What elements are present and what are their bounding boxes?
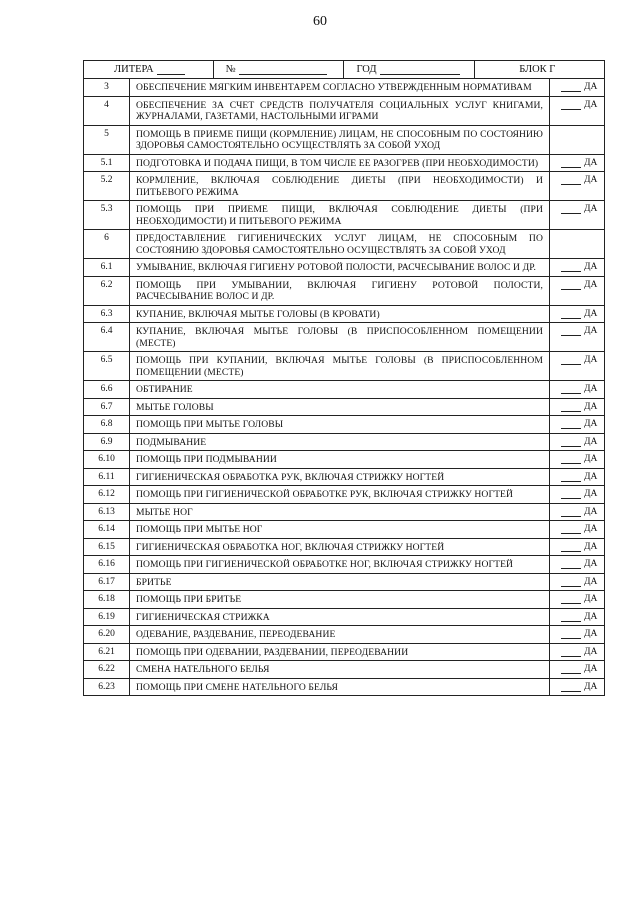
item-text: ПОМОЩЬ ПРИ МЫТЬЕ ГОЛОВЫ (136, 419, 284, 430)
item-text: КУПАНИЕ, ВКЛЮЧАЯ МЫТЬЕ ГОЛОВЫ (В КРОВАТИ) (136, 308, 380, 320)
answer-field[interactable] (550, 504, 604, 517)
item-number: 6.15 (98, 541, 115, 552)
checklist-table (83, 60, 605, 696)
answer-label: ДА (584, 506, 598, 517)
item-text-cell (130, 398, 550, 416)
item-number-cell (84, 381, 130, 399)
item-text-cell (130, 608, 550, 626)
answer-label: ДА (584, 157, 598, 168)
answer-label: ДА (584, 175, 598, 185)
answer-cell (550, 230, 605, 259)
item-text-cell (130, 556, 550, 574)
answer-blank[interactable] (561, 355, 581, 365)
table-row (84, 230, 605, 259)
item-text-cell (130, 661, 550, 679)
answer-blank[interactable] (561, 577, 581, 587)
item-number-cell (84, 451, 130, 469)
answer-blank[interactable] (561, 402, 581, 412)
answer-cell (550, 125, 605, 154)
item-number: 5 (104, 128, 109, 139)
answer-label: ДА (584, 436, 598, 447)
item-number: 3 (104, 82, 109, 92)
answer-blank[interactable] (561, 437, 581, 447)
year-blank[interactable] (380, 64, 460, 75)
answer-blank[interactable] (561, 419, 581, 429)
item-number: 5.1 (100, 157, 113, 168)
item-text-cell (130, 678, 550, 696)
answer-cell[interactable] (550, 643, 605, 661)
item-number: 6.20 (98, 629, 115, 639)
item-text: ПОМОЩЬ ПРИ ОДЕВАНИИ, РАЗДЕВАНИИ, ПЕРЕОДЕВАНИИ (136, 646, 409, 658)
table-row (84, 276, 605, 305)
answer-blank[interactable] (561, 682, 581, 692)
item-number-cell (84, 643, 130, 661)
table-row (84, 451, 605, 469)
answer-label: ДА (584, 384, 598, 394)
answer-field[interactable] (550, 155, 604, 168)
answer-cell[interactable] (550, 259, 605, 277)
item-number-cell (84, 125, 130, 154)
item-number-cell (84, 276, 130, 305)
answer-label: ДА (584, 326, 598, 336)
item-text-cell (130, 172, 550, 201)
item-text-cell (130, 79, 550, 97)
item-text-cell (130, 433, 550, 451)
item-text-cell (130, 201, 550, 230)
item-number: 6.4 (100, 326, 113, 336)
item-text: УМЫВАНИЕ, ВКЛЮЧАЯ ГИГИЕНУ РОТОВОЙ ПОЛОСТИ, РАСЧЕСЫВАНИЕ ВОЛОС И ДР. (136, 262, 536, 273)
answer-blank[interactable] (561, 262, 581, 272)
item-text-cell (130, 259, 550, 277)
item-number-cell (84, 259, 130, 277)
answer-field[interactable] (550, 323, 604, 336)
answer-blank[interactable] (561, 489, 581, 499)
item-text-cell (130, 416, 550, 434)
table-row (84, 433, 605, 451)
item-text: СМЕНА НАТЕЛЬНОГО БЕЛЬЯ (136, 664, 270, 675)
answer-label: ДА (584, 99, 598, 110)
answer-cell[interactable] (550, 154, 605, 172)
item-number-cell (84, 305, 130, 323)
answer-blank[interactable] (561, 175, 581, 185)
answer-blank[interactable] (561, 594, 581, 604)
answer-cell[interactable] (550, 678, 605, 696)
answer-blank[interactable] (561, 326, 581, 336)
answer-label: ДА (584, 454, 598, 464)
table-row (84, 591, 605, 609)
answer-label: ДА (584, 401, 598, 412)
answer-blank[interactable] (561, 664, 581, 674)
item-text: ОДЕВАНИЕ, РАЗДЕВАНИЕ, ПЕРЕОДЕВАНИЕ (136, 629, 336, 640)
item-number: 6.12 (98, 489, 115, 499)
answer-cell[interactable] (550, 521, 605, 539)
item-text-cell (130, 96, 550, 125)
item-number-cell (84, 538, 130, 556)
answer-label: ДА (584, 576, 598, 587)
answer-field[interactable] (550, 556, 604, 569)
answer-label: ДА (584, 524, 598, 534)
item-number-cell (84, 172, 130, 201)
answer-field[interactable] (550, 451, 604, 464)
answer-label: ДА (584, 204, 598, 214)
header-cell (84, 61, 605, 79)
table-row (84, 172, 605, 201)
item-text-cell (130, 486, 550, 504)
table-row (84, 398, 605, 416)
answer-field[interactable] (550, 381, 604, 394)
item-text: ПОМОЩЬ ПРИ КУПАНИИ, ВКЛЮЧАЯ МЫТЬЕ ГОЛОВЫ (В ПРИСПОСОБЛЕННОМ ПОМЕЩЕНИИ (МЕСТЕ) (136, 355, 543, 378)
answer-cell[interactable] (550, 556, 605, 574)
answer-blank[interactable] (561, 100, 581, 110)
answer-blank[interactable] (561, 280, 581, 290)
table-row (84, 678, 605, 696)
answer-blank[interactable] (561, 629, 581, 639)
answer-cell[interactable] (550, 433, 605, 451)
table-row (84, 643, 605, 661)
item-text-cell (130, 323, 550, 352)
answer-blank[interactable] (561, 542, 581, 552)
answer-label: ДА (584, 559, 598, 569)
item-number-cell (84, 626, 130, 644)
answer-field[interactable] (550, 306, 604, 319)
answer-cell[interactable] (550, 305, 605, 323)
answer-label: ДА (584, 308, 598, 319)
answer-label: ДА (584, 279, 598, 290)
answer-label: ДА (584, 262, 598, 272)
item-text: ПОМОЩЬ ПРИ ПРИЕМЕ ПИЩИ, ВКЛЮЧАЯ СОБЛЮДЕНИЕ ДИЕТЫ (ПРИ НЕОБХОДИМОСТИ) И ПИТЬЕВОГО РЕЖИМА (136, 204, 543, 227)
answer-cell[interactable] (550, 591, 605, 609)
item-text-cell (130, 468, 550, 486)
item-text: ПОМОЩЬ ПРИ ГИГИЕНИЧЕСКОЙ ОБРАБОТКЕ РУК, ВКЛЮЧАЯ СТРИЖКУ НОГТЕЙ (136, 489, 514, 500)
item-text-cell (130, 451, 550, 469)
table-row (84, 468, 605, 486)
answer-blank[interactable] (561, 472, 581, 482)
item-number-cell (84, 573, 130, 591)
answer-cell[interactable] (550, 201, 605, 230)
answer-cell[interactable] (550, 626, 605, 644)
item-number: 6.16 (98, 559, 115, 569)
item-number: 6.11 (98, 471, 115, 482)
answer-field[interactable] (550, 259, 604, 272)
item-text-cell (130, 573, 550, 591)
answer-cell[interactable] (550, 398, 605, 416)
item-number-cell (84, 591, 130, 609)
answer-cell[interactable] (550, 451, 605, 469)
year-field[interactable] (344, 61, 475, 78)
item-number-cell (84, 556, 130, 574)
item-number: 6.5 (100, 355, 113, 365)
answer-blank[interactable] (561, 82, 581, 92)
answer-field[interactable] (550, 609, 604, 622)
answer-field[interactable] (550, 574, 604, 587)
answer-field[interactable] (550, 416, 604, 429)
answer-cell[interactable] (550, 323, 605, 352)
answer-label: ДА (584, 664, 598, 674)
answer-label: ДА (584, 681, 598, 692)
item-text-cell (130, 503, 550, 521)
table-row (84, 352, 605, 381)
item-text-cell (130, 626, 550, 644)
answer-field[interactable] (550, 172, 604, 185)
answer-cell[interactable] (550, 79, 605, 97)
item-number-cell (84, 96, 130, 125)
litera-blank[interactable] (157, 64, 185, 75)
answer-cell[interactable] (550, 468, 605, 486)
item-text: ГИГИЕНИЧЕСКАЯ ОБРАБОТКА РУК, ВКЛЮЧАЯ СТРИЖКУ НОГТЕЙ (136, 471, 445, 483)
checklist-body (84, 61, 605, 696)
item-number: 6.2 (100, 279, 113, 290)
table-row (84, 486, 605, 504)
answer-field[interactable] (550, 277, 604, 290)
answer-label: ДА (584, 646, 598, 657)
answer-blank[interactable] (561, 507, 581, 517)
item-text-cell (130, 381, 550, 399)
page-number: 60 (313, 14, 327, 29)
item-text: ПОМОЩЬ ПРИ ГИГИЕНИЧЕСКОЙ ОБРАБОТКЕ НОГ, ВКЛЮЧАЯ СТРИЖКУ НОГТЕЙ (136, 559, 514, 570)
answer-cell[interactable] (550, 538, 605, 556)
item-number: 6.13 (98, 506, 115, 517)
table-row (84, 381, 605, 399)
answer-cell[interactable] (550, 172, 605, 201)
table-row (84, 201, 605, 230)
item-text: КУПАНИЕ, ВКЛЮЧАЯ МЫТЬЕ ГОЛОВЫ (В ПРИСПОСОБЛЕННОМ ПОМЕЩЕНИИ (МЕСТЕ) (136, 326, 543, 349)
answer-label: ДА (584, 82, 598, 92)
item-number-cell (84, 486, 130, 504)
item-number: 6.21 (98, 646, 115, 657)
answer-field[interactable] (550, 97, 604, 110)
answer-field[interactable] (550, 539, 604, 552)
item-number-cell (84, 678, 130, 696)
table-row (84, 503, 605, 521)
answer-field[interactable] (550, 661, 604, 674)
item-number: 6.23 (98, 681, 115, 692)
item-number: 6.8 (100, 419, 113, 429)
answer-label: ДА (584, 594, 598, 604)
answer-cell[interactable] (550, 573, 605, 591)
table-row (84, 573, 605, 591)
item-text: ПОМОЩЬ В ПРИЕМЕ ПИЩИ (КОРМЛЕНИЕ) ЛИЦАМ, НЕ СПОСОБНЫМ ПО СОСТОЯНИЮ ЗДОРОВЬЯ САМОСТОЯТЕЛЬНО ОСУЩЕСТВЛЯТЬ ЗА СОБОЙ УХОД (136, 128, 543, 151)
item-text: ГИГИЕНИЧЕСКАЯ ОБРАБОТКА НОГ, ВКЛЮЧАЯ СТРИЖКУ НОГТЕЙ (136, 541, 445, 553)
number-label: № (225, 64, 236, 75)
item-number: 6.3 (100, 308, 113, 319)
answer-blank[interactable] (561, 204, 581, 214)
item-number: 5.2 (100, 175, 113, 185)
header-row (84, 61, 605, 79)
item-text: ГИГИЕНИЧЕСКАЯ СТРИЖКА (136, 611, 270, 623)
item-number-cell (84, 230, 130, 259)
answer-field[interactable] (550, 201, 604, 214)
item-text-cell (130, 230, 550, 259)
table-row (84, 79, 605, 97)
table-row (84, 521, 605, 539)
item-text: КОРМЛЕНИЕ, ВКЛЮЧАЯ СОБЛЮДЕНИЕ ДИЕТЫ (ПРИ НЕОБХОДИМОСТИ) И ПИТЬЕВОГО РЕЖИМА (136, 175, 543, 198)
item-number: 6.1 (100, 262, 113, 272)
item-number: 6.7 (100, 401, 113, 412)
block-label: БЛОК Г (519, 64, 556, 75)
number-blank[interactable] (239, 64, 327, 75)
table-row (84, 323, 605, 352)
item-text-cell (130, 276, 550, 305)
item-number-cell (84, 323, 130, 352)
item-text: БРИТЬЕ (136, 576, 172, 588)
table-row (84, 125, 605, 154)
item-number: 6.22 (98, 664, 115, 674)
answer-cell[interactable] (550, 96, 605, 125)
year-label: ГОД (356, 64, 377, 75)
item-text-cell (130, 591, 550, 609)
table-row (84, 556, 605, 574)
item-text-cell (130, 352, 550, 381)
answer-label: ДА (584, 489, 598, 499)
answer-blank[interactable] (561, 647, 581, 657)
item-number: 6.10 (98, 454, 115, 464)
answer-blank[interactable] (561, 524, 581, 534)
item-text: ПОМОЩЬ ПРИ БРИТЬЕ (136, 594, 242, 605)
answer-cell[interactable] (550, 661, 605, 679)
answer-field[interactable] (550, 469, 604, 482)
answer-cell[interactable] (550, 381, 605, 399)
table-row (84, 626, 605, 644)
answer-field[interactable] (550, 352, 604, 365)
item-text-cell (130, 305, 550, 323)
item-text: ПОМОЩЬ ПРИ УМЫВАНИИ, ВКЛЮЧАЯ ГИГИЕНУ РОТОВОЙ ПОЛОСТИ, РАСЧЕСЫВАНИЕ ВОЛОС И ДР. (136, 279, 543, 302)
item-text: ОБТИРАНИЕ (136, 384, 193, 395)
item-number: 5.3 (100, 204, 113, 214)
item-number-cell (84, 503, 130, 521)
item-number-cell (84, 398, 130, 416)
item-number-cell (84, 468, 130, 486)
item-text-cell (130, 125, 550, 154)
item-text: ПОДМЫВАНИЕ (136, 436, 207, 448)
answer-blank[interactable] (561, 384, 581, 394)
answer-field[interactable] (550, 486, 604, 499)
item-number: 6.19 (98, 611, 115, 622)
item-number-cell (84, 661, 130, 679)
answer-field[interactable] (550, 644, 604, 657)
answer-blank[interactable] (561, 158, 581, 168)
answer-cell[interactable] (550, 503, 605, 521)
table-row (84, 154, 605, 172)
item-number: 6 (104, 233, 109, 243)
answer-field[interactable] (550, 679, 604, 692)
answer-field[interactable] (550, 626, 604, 639)
answer-field[interactable] (550, 79, 604, 92)
litera-field[interactable] (84, 61, 214, 78)
item-number: 6.6 (100, 384, 113, 394)
answer-cell[interactable] (550, 416, 605, 434)
item-number-cell (84, 154, 130, 172)
answer-field[interactable] (550, 591, 604, 604)
answer-label: ДА (584, 541, 598, 552)
item-number-cell (84, 608, 130, 626)
table-row (84, 416, 605, 434)
table-row (84, 96, 605, 125)
item-number: 6.14 (98, 524, 115, 534)
item-text-cell (130, 643, 550, 661)
answer-label: ДА (584, 611, 598, 622)
item-number-cell (84, 201, 130, 230)
answer-field[interactable] (550, 399, 604, 412)
item-number-cell (84, 433, 130, 451)
item-number: 4 (104, 99, 109, 110)
item-text: ПОДГОТОВКА И ПОДАЧА ПИЩИ, В ТОМ ЧИСЛЕ ЕЕ РАЗОГРЕВ (ПРИ НЕОБХОДИМОСТИ) (136, 157, 539, 169)
answer-label: ДА (584, 419, 598, 429)
item-text-cell (130, 521, 550, 539)
table-row (84, 305, 605, 323)
answer-label: ДА (584, 471, 598, 482)
item-number-cell (84, 352, 130, 381)
item-number: 6.17 (98, 576, 115, 587)
item-text: ОБЕСПЕЧЕНИЕ МЯГКИМ ИНВЕНТАРЕМ СОГЛАСНО УТВЕРЖДЕННЫМ НОРМАТИВАМ (136, 82, 532, 93)
item-number-cell (84, 416, 130, 434)
litera-label: ЛИТЕРА (114, 64, 154, 75)
item-number-cell (84, 79, 130, 97)
table-row (84, 661, 605, 679)
block-field (475, 61, 604, 78)
number-field[interactable] (214, 61, 345, 78)
answer-blank[interactable] (561, 309, 581, 319)
table-row (84, 608, 605, 626)
answer-cell[interactable] (550, 276, 605, 305)
answer-field[interactable] (550, 521, 604, 534)
item-text: МЫТЬЕ НОГ (136, 506, 193, 518)
item-text: ПОМОЩЬ ПРИ МЫТЬЕ НОГ (136, 524, 263, 535)
answer-cell[interactable] (550, 352, 605, 381)
answer-blank[interactable] (561, 454, 581, 464)
item-text: ПОМОЩЬ ПРИ СМЕНЕ НАТЕЛЬНОГО БЕЛЬЯ (136, 681, 339, 693)
item-text: ОБЕСПЕЧЕНИЕ ЗА СЧЕТ СРЕДСТВ ПОЛУЧАТЕЛЯ СОЦИАЛЬНЫХ УСЛУГ КНИГАМИ, ЖУРНАЛАМИ, ГАЗЕТАМИ, НАСТОЛЬНЫМИ ИГРАМИ (136, 99, 543, 122)
answer-blank[interactable] (561, 559, 581, 569)
answer-blank[interactable] (561, 612, 581, 622)
answer-cell[interactable] (550, 486, 605, 504)
item-text-cell (130, 154, 550, 172)
item-number-cell (84, 521, 130, 539)
item-text-cell (130, 538, 550, 556)
item-number: 6.18 (98, 594, 115, 604)
item-number: 6.9 (100, 436, 113, 447)
table-row (84, 259, 605, 277)
item-text: ПРЕДОСТАВЛЕНИЕ ГИГИЕНИЧЕСКИХ УСЛУГ ЛИЦАМ, НЕ СПОСОБНЫМ ПО СОСТОЯНИЮ ЗДОРОВЬЯ САМОСТОЯТЕЛЬНО ОСУЩЕСТВЛЯТЬ ЗА СОБОЙ УХОД (136, 233, 543, 256)
answer-cell[interactable] (550, 608, 605, 626)
item-text: МЫТЬЕ ГОЛОВЫ (136, 401, 214, 413)
table-row (84, 538, 605, 556)
answer-label: ДА (584, 355, 598, 365)
answer-field[interactable] (550, 434, 604, 447)
item-text: ПОМОЩЬ ПРИ ПОДМЫВАНИИ (136, 454, 277, 465)
answer-label: ДА (584, 629, 598, 639)
